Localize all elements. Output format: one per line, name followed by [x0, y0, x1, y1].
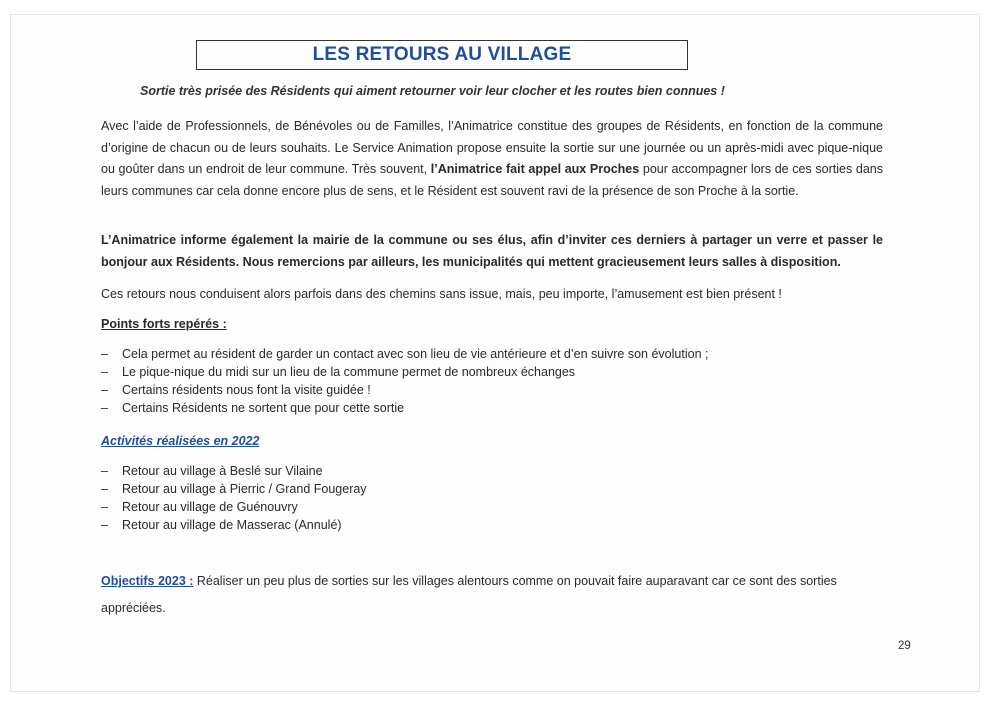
list-item: – Retour au village de Guénouvry — [101, 498, 367, 516]
paragraph-intro-bold: l’Animatrice fait appel aux Proches — [430, 162, 640, 176]
title-box — [196, 40, 688, 70]
list-item: – Retour au village de Masserac (Annulé) — [101, 516, 367, 534]
paragraph-intro — [101, 116, 883, 202]
points-forts-heading: Points forts repérés : — [101, 317, 227, 331]
paragraph-intro-part1: Avec l’aide de Professionnels, de Bénévoles ou de Familles, l’Animatrice constitue des groupes de Résidents, en fonction de la commune d’origine de chacun ou de leurs souhaits. Le Service Animation propose ensuite la sortie sur une journée ou un après-midi avec pique-nique ou goûter dans un endroit de leur commune. Très souvent, — [101, 119, 883, 176]
page-number: 29 — [898, 640, 911, 652]
subtitle: Sortie très prisée des Résidents qui aiment retourner voir leur clocher et les routes bien connues ! — [140, 84, 725, 98]
list-item: – Certains Résidents ne sortent que pour cette sortie — [101, 399, 708, 417]
objectifs-paragraph — [101, 568, 883, 622]
objectifs-text: Réaliser un peu plus de sorties sur les villages alentours comme on pouvait faire auparavant car ce sont des sorties appréciées. — [101, 574, 837, 615]
activites-list — [101, 462, 367, 534]
objectifs-label: Objectifs 2023 : — [101, 574, 194, 588]
paragraph-mairie: L’Animatrice informe également la mairie de la commune ou ses élus, afin d’inviter ces derniers à partager un verre et passer le bonjour aux Résidents. Nous remercions par ailleurs, les municipalités qui mettent gracieusement leurs salles à disposition. — [101, 233, 883, 269]
activites-heading: Activités réalisées en 2022 — [101, 434, 260, 448]
list-item: – Retour au village à Beslé sur Vilaine — [101, 462, 367, 480]
page-title: LES RETOURS AU VILLAGE — [312, 44, 572, 65]
points-forts-list — [101, 345, 708, 417]
paragraph-chemins: Ces retours nous conduisent alors parfois dans des chemins sans issue, mais, peu importe, l’amusement est bien présent ! — [101, 287, 782, 301]
list-item: – Le pique-nique du midi sur un lieu de la commune permet de nombreux échanges — [101, 363, 708, 381]
list-item: – Retour au village à Pierric / Grand Fougeray — [101, 480, 367, 498]
paragraph-intro-part2: pour accompagner lors de ces sorties dans leurs communes car cela donne encore plus de sens, et le Résident est souvent ravi de la présence de son Proche à la sortie. — [101, 162, 883, 198]
list-item: – Cela permet au résident de garder un contact avec son lieu de vie antérieure et d’en suivre son évolution ; — [101, 345, 708, 363]
list-item: – Certains résidents nous font la visite guidée ! — [101, 381, 708, 399]
